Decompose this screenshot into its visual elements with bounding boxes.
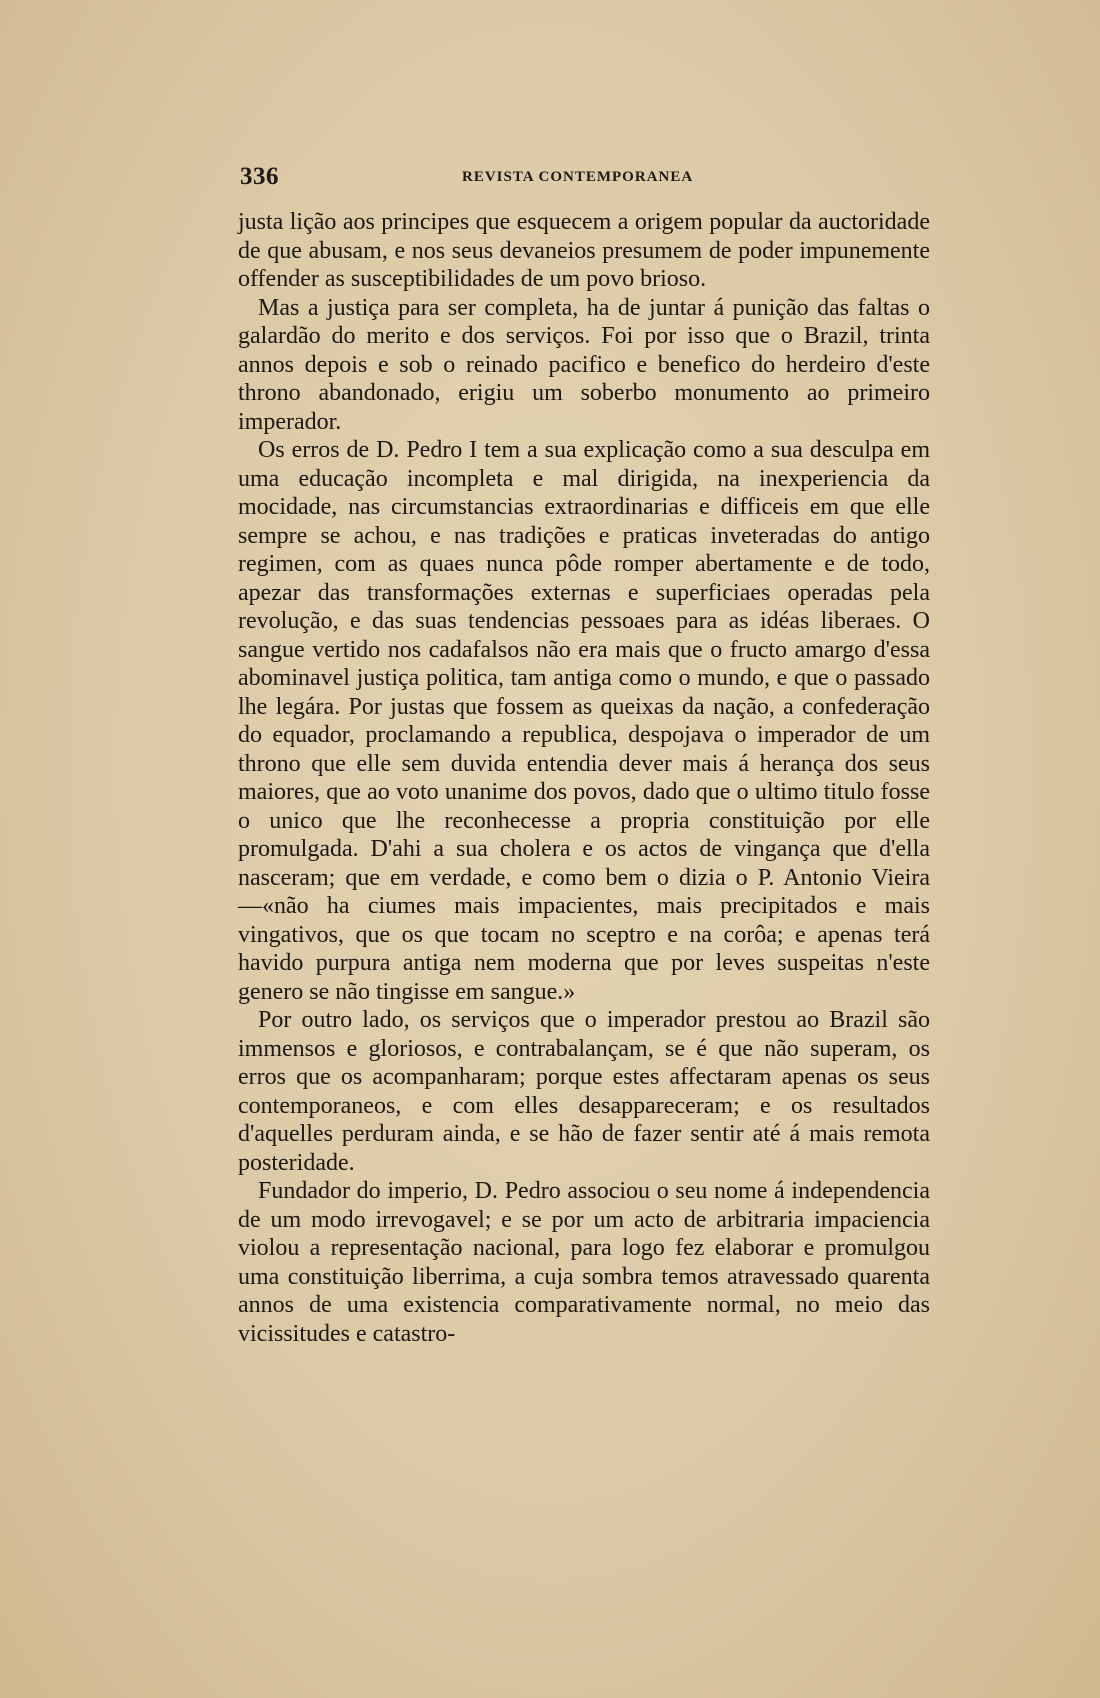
page-number: 336 (240, 163, 279, 190)
paragraph-founder: Fundador do imperio, D. Pedro associou o seu nome á independencia de um modo irrevogavel; e se por um acto de arbitraria impaciencia violou a representação nacional, para logo fez elaborar e promulgou uma constituição liberrima, a cuja sombra temos atravessado quarenta annos de uma existencia comparativamente normal, no meio das vicissitudes e catastro- (238, 1178, 930, 1347)
body-text (238, 208, 930, 1348)
paragraph-justice: Mas a justiça para ser completa, ha de juntar á punição das faltas o galardão do merito e dos serviços. Foi por isso que o Brazil, trinta annos depois e sob o reinado pacifico e benefico do herdeiro d'este throno abandonado, erigiu um soberbo monumento ao primeiro imperador. (238, 294, 930, 435)
paragraph-services: Por outro lado, os serviços que o imperador prestou ao Brazil são immensos e gloriosos, e contrabalançam, se é que não superam, os erros que os acompanharam; porque estes affectaram apenas os seus contemporaneos, e com elles desappareceram; e os resultados d'aquelles perduram ainda, e se hão de fazer sentir até á mais remota posteridade. (238, 1007, 930, 1176)
page-header (240, 163, 930, 193)
paragraph-continuation: justa lição aos principes que esquecem a origem popular da auctoridade de que abusam, e nos seus devaneios presumem de poder impunemente offender as susceptibilidades de um povo brioso. (238, 209, 930, 292)
paragraph-errors: Os erros de D. Pedro I tem a sua explicação como a sua desculpa em uma educação incompleta e mal dirigida, na inexperiencia da mocidade, nas circumstancias extraordinarias e difficeis em que elle sempre se achou, e nas tradições e praticas inveteradas do antigo regimen, com as quaes nunca pôde romper abertamente e de todo, apezar das transformações externas e superficiaes operadas pela revolução, e das suas tendencias pessoaes para as idéas liberaes. O sangue vertido nos cadafalsos não era mais que o fructo amargo d'essa abominavel justiça politica, tam antiga como o mundo, e que o passado lhe legára. Por justas que fossem as queixas da nação, a confederação do equador, proclamando a republica, despojava o imperador de um throno que elle sem duvida entendia dever mais á herança dos seus maiores, que ao voto unanime dos povos, dado que o ultimo titulo fosse o unico que lhe reconhecesse a propria constituição por elle promulgada. D'ahi a sua cholera e os actos de vingança que d'ella nasceram; que em verdade, e como bem o dizia o P. Antonio Vieira—«não ha ciumes mais impacientes, mais precipitados e mais vingativos, que os que tocam no sceptro e na corôa; e apenas terá havido purpura antiga nem moderna que por leves suspeitas n'este genero se não tingisse em sangue.» (238, 437, 930, 1005)
running-head: REVISTA CONTEMPORANEA (462, 169, 694, 185)
